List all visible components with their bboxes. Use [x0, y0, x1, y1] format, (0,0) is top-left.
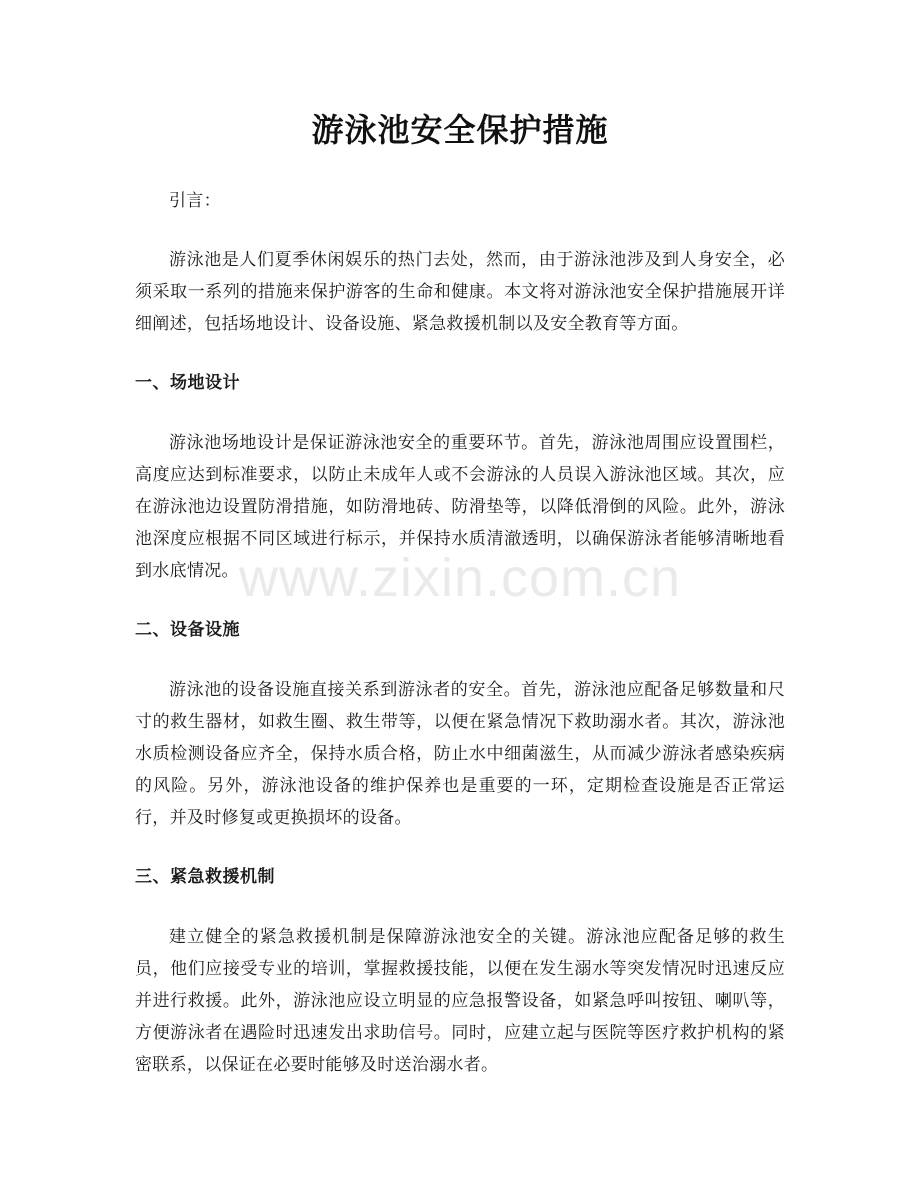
watermark: www.zixin.com.cn [238, 548, 682, 608]
section-heading-site-design: 一、场地设计 [135, 373, 240, 393]
section-paragraph-equipment: 游泳池的设备设施直接关系到游泳者的安全。首先，游泳池应配备足够数量和尺寸的救生器材，如救生圈、救生带等，以便在紧急情况下救助溺水者。其次，游泳池水质检测设备应齐全，保持水质合格，防止水中细菌滋生，从而减少游泳者感染疾病的风险。另外，游泳池设备的维护保养也是重要的一环，定期检查设施是否正常运行，并及时修复或更换损坏的设备。 [135, 680, 785, 828]
intro-paragraph: 游泳池是人们夏季休闲娱乐的热门去处，然而，由于游泳池涉及到人身安全，必须采取一系列的措施来保护游客的生命和健康。本文将对游泳池安全保护措施展开详细阐述，包括场地设计、设备设施、紧急救援机制以及安全教育等方面。 [135, 250, 785, 334]
intro-label: 引言： [169, 191, 221, 211]
section-heading-emergency-rescue: 三、紧急救援机制 [135, 867, 275, 887]
section-heading-equipment: 二、设备设施 [135, 620, 240, 640]
document-body [135, 185, 785, 1108]
section-paragraph-site-design: 游泳池场地设计是保证游泳池安全的重要环节。首先，游泳池周围应设置围栏，高度应达到标准要求，以防止未成年人或不会游泳的人员误入游泳池区域。其次，应在游泳池边设置防滑措施，如防滑地砖、防滑垫等，以降低滑倒的风险。此外，游泳池深度应根据不同区域进行标示，并保持水质清澈透明，以确保游泳者能够清晰地看到水底情况。 [135, 433, 785, 581]
section-paragraph-emergency-rescue: 建立健全的紧急救援机制是保障游泳池安全的关键。游泳池应配备足够的救生员，他们应接受专业的培训，掌握救援技能，以便在发生溺水等突发情况时迅速反应并进行救援。此外，游泳池应设立明显的应急报警设备，如紧急呼叫按钮、喇叭等，方便游泳者在遇险时迅速发出求助信号。同时，应建立起与医院等医疗救护机构的紧密联系，以保证在必要时能够及时送治溺水者。 [135, 927, 785, 1075]
document-title: 游泳池安全保护措施 [311, 111, 609, 149]
